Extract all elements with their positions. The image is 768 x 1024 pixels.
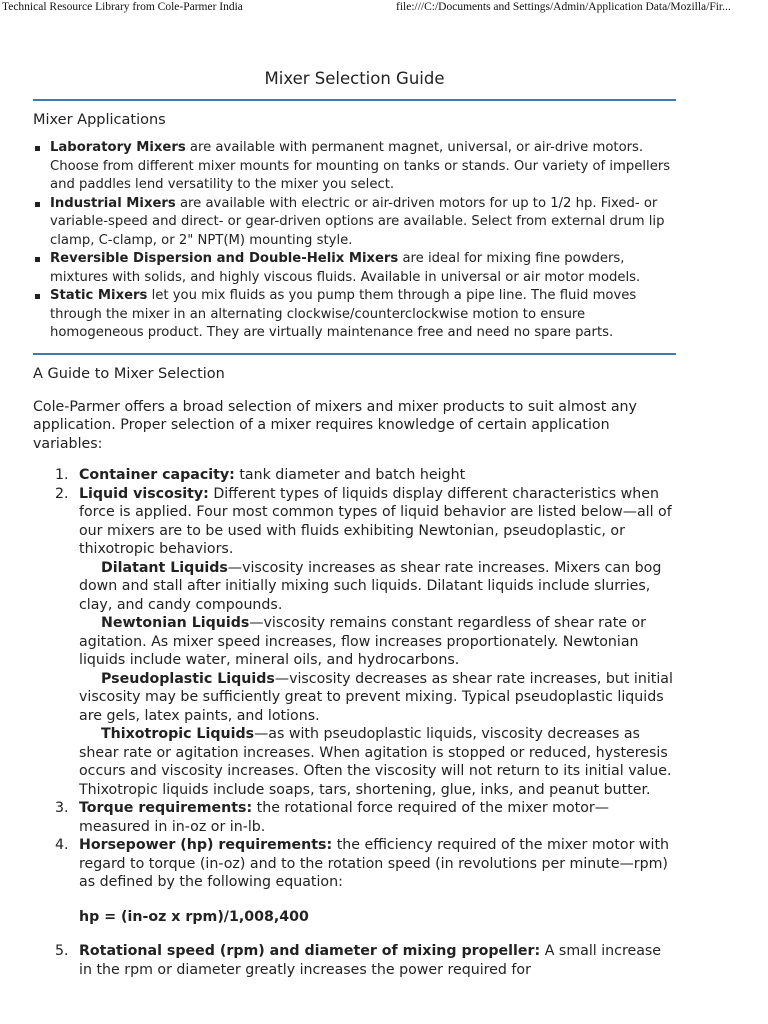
item-number: 4. (55, 837, 69, 853)
item-term: Rotational speed (rpm) and diameter of mixing propeller: (79, 943, 541, 959)
applications-list (33, 139, 676, 343)
liquid-type-pseudoplastic (79, 670, 676, 726)
page-title: Mixer Selection Guide (264, 69, 445, 88)
list-item (33, 139, 676, 195)
section-divider (33, 99, 676, 101)
list-item (33, 250, 676, 287)
bullet-icon (35, 202, 40, 207)
print-header (0, 0, 768, 18)
item-text: are available with electric or air-driven motors for up to 1/2 hp. Fixed- or variable-speed and direct- or gear-driven options are available. Select from external drum lip clamp, C-clamp, or 2" NPT(M) mounting style. (50, 195, 665, 248)
bullet-icon (35, 146, 40, 151)
item-number: 1. (55, 467, 69, 483)
item-number: 2. (55, 485, 69, 502)
list-item (33, 799, 676, 836)
liquid-type-dilatant (79, 559, 676, 615)
item-text: Different types of liquids display different characteristics when force is applied. Four most common types of liquid behavior are listed below—all of our mixers are to be used with fluids exhibiting Newtonian, pseudoplastic, or thixotropic behaviors. (79, 485, 672, 557)
print-header-url: file:///C:/Documents and Settings/Admin/Application Data/Mozilla/Fir... (396, 1, 731, 13)
guide-intro: Cole-Parmer offers a broad selection of mixers and mixer products to suit almost any application. Proper selection of a mixer requires knowledge of certain application variables: (33, 398, 637, 452)
item-text: the efficiency required of the mixer motor with regard to torque (in-oz) and to the rotation speed (in revolutions per minute—rpm) as defined by the following equation: (79, 837, 670, 890)
item-term: Liquid viscosity: (79, 485, 209, 502)
item-term: Container capacity: (79, 467, 235, 483)
item-term: Laboratory Mixers (50, 140, 186, 155)
guide-heading: A Guide to Mixer Selection (33, 365, 225, 382)
bullet-icon (35, 257, 40, 262)
applications-heading: Mixer Applications (33, 112, 166, 128)
list-item (33, 466, 676, 485)
liquid-text: —viscosity remains constant regardless of shear rate or agitation. As mixer speed increases, flow increases proportionately. Newtonian liquids include water, mineral oils, and hydrocarbons. (79, 615, 647, 668)
guide-list (33, 466, 676, 979)
list-item (33, 287, 676, 343)
liquid-type-newtonian (79, 614, 676, 670)
list-item (33, 485, 676, 800)
item-number: 5. (55, 943, 69, 959)
list-item (33, 942, 676, 979)
item-term: Static Mixers (50, 288, 148, 303)
item-number: 3. (55, 800, 69, 816)
section-divider (33, 353, 676, 355)
liquid-type-thixotropic (79, 725, 676, 799)
hp-equation: hp = (in-oz x rpm)/1,008,400 (79, 908, 309, 925)
item-text: tank diameter and batch height (234, 467, 466, 483)
item-term: Horsepower (hp) requirements: (79, 837, 333, 853)
liquid-text: —as with pseudoplastic liquids, viscosity decreases as shear rate or agitation increases. When agitation is stopped or reduced, hysteresis occurs and viscosity increases. Often the viscosity will not return to its initial value. Thixotropic liquids include soaps, tars, shortening, glue, inks, and peanut butter. (79, 726, 672, 798)
item-text: let you mix fluids as you pump them through a pipe line. The fluid moves through the mixer in an alternating clockwise/counterclockwise motion to ensure homogeneous product. They are virtually maintenance free and need no spare parts. (50, 288, 637, 340)
bullet-icon (35, 294, 40, 299)
item-text: A small increase in the rpm or diameter greatly increases the power required for (79, 943, 662, 978)
liquid-text: —viscosity decreases as shear rate increases, but initial viscosity may be sufficiently great to prevent mixing. Typical pseudoplastic liquids are gels, latex paints, and lotions. (79, 670, 673, 724)
print-header-title: Technical Resource Library from Cole-Parmer India (2, 1, 243, 13)
list-item (33, 195, 676, 251)
item-term: Industrial Mixers (50, 195, 176, 211)
liquid-term: Pseudoplastic Liquids (101, 670, 275, 687)
list-item (33, 836, 676, 926)
item-text: the rotational force required of the mixer motor—measured in in-oz or in-lb. (79, 800, 609, 835)
item-term: Torque requirements: (79, 800, 253, 816)
liquid-text: —viscosity increases as shear rate increases. Mixers can bog down and stall after initially mixing such liquids. Dilatant liquids include slurries, clay, and candy compounds. (79, 559, 662, 613)
document-body (33, 64, 676, 979)
item-term: Reversible Dispersion and Double-Helix Mixers (50, 251, 399, 266)
item-text: are ideal for mixing fine powders, mixtures with solids, and highly viscous fluids. Available in universal or air motor models. (50, 251, 641, 285)
liquid-term: Dilatant Liquids (101, 559, 228, 576)
item-text: are available with permanent magnet, universal, or air-drive motors. Choose from different mixer mounts for mounting on tanks or stands. Our variety of impellers and paddles lend versatility to the mixer you select. (50, 140, 671, 192)
liquid-term: Thixotropic Liquids (101, 726, 255, 742)
liquid-term: Newtonian Liquids (101, 615, 250, 631)
